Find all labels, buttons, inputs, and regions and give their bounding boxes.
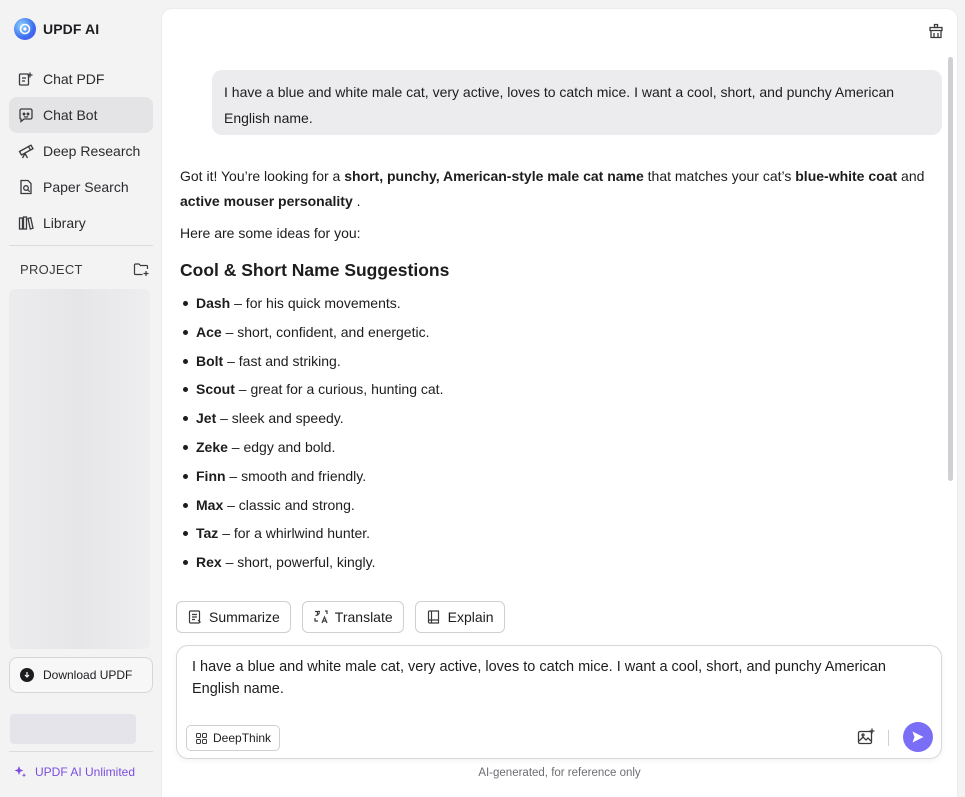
sidebar-nav: [9, 61, 153, 241]
project-list: [9, 289, 150, 649]
send-icon: [911, 730, 925, 744]
answer-ideas: Here are some ideas for you:: [180, 225, 361, 241]
list-item: [196, 408, 930, 437]
library-icon: [17, 214, 35, 232]
list-item: [196, 523, 930, 552]
name-description: – sleek and speedy.: [216, 410, 344, 427]
add-image-icon[interactable]: [856, 727, 876, 747]
name-description: – great for a curious, hunting cat.: [234, 381, 444, 398]
suggested-name: Rex: [196, 554, 222, 571]
sidebar-divider-bottom: [9, 751, 153, 752]
list-item: [196, 495, 930, 524]
paper-search-icon: [17, 178, 35, 196]
user-message-bubble: I have a blue and white male cat, very active, loves to catch mice. I want a cool, short, and punchy American English name.: [212, 70, 942, 135]
quick-actions: [176, 601, 505, 633]
sidebar-item-label: Deep Research: [43, 143, 141, 159]
suggested-name: Max: [196, 496, 224, 513]
list-item: [196, 466, 930, 495]
send-button[interactable]: [903, 722, 933, 752]
message-composer: [176, 645, 942, 759]
suggested-name: Ace: [196, 323, 222, 340]
list-item: [196, 379, 930, 408]
sidebar-item-chat-bot[interactable]: [9, 97, 153, 133]
brand-name: UPDF AI: [43, 21, 100, 37]
answer-text: that matches your cat’s: [643, 168, 796, 184]
sidebar-item-label: Library: [43, 215, 86, 231]
sparkle-icon: [13, 765, 27, 779]
suggested-name: Taz: [196, 525, 219, 542]
suggested-name: Zeke: [196, 438, 228, 455]
assistant-answer: [180, 164, 930, 581]
chat-panel: [162, 9, 957, 797]
sidebar: [0, 0, 162, 797]
project-header: [20, 259, 150, 279]
name-description: – smooth and friendly.: [225, 467, 367, 484]
download-label: Download UPDF: [43, 668, 133, 682]
name-description: – short, confident, and energetic.: [221, 323, 430, 340]
composer-separator: [888, 730, 889, 746]
name-description: – fast and striking.: [223, 352, 341, 369]
translate-icon: [313, 609, 329, 625]
download-updf-button[interactable]: [9, 657, 153, 693]
download-icon: [20, 668, 34, 682]
name-suggestions-list: [180, 293, 930, 581]
sidebar-item-label: Chat Bot: [43, 107, 98, 123]
name-description: – for a whirlwind hunter.: [218, 525, 371, 542]
suggested-name: Dash: [196, 295, 231, 311]
name-description: – short, powerful, kingly.: [221, 554, 376, 571]
updf-ai-unlimited-link[interactable]: [13, 765, 135, 779]
summarize-label: Summarize: [209, 609, 280, 625]
summarize-button[interactable]: [176, 601, 291, 633]
atom-icon: [195, 732, 208, 745]
suggested-name: Scout: [196, 381, 235, 398]
answer-text: and: [897, 168, 925, 184]
list-item: [196, 293, 930, 322]
brand[interactable]: [14, 18, 99, 40]
list-item: [196, 322, 930, 351]
sidebar-item-library[interactable]: [9, 205, 153, 241]
answer-bold: active mouser personality: [180, 193, 353, 209]
clear-chat-icon[interactable]: [927, 22, 945, 40]
answer-intro: [180, 164, 930, 214]
sidebar-item-label: Chat PDF: [43, 71, 105, 87]
deepthink-toggle[interactable]: [186, 725, 280, 751]
updf-logo-icon: [14, 18, 36, 40]
answer-text: .: [352, 193, 361, 209]
answer-heading: Cool & Short Name Suggestions: [180, 260, 450, 280]
explain-button[interactable]: [415, 601, 505, 633]
list-item: [196, 437, 930, 466]
summarize-icon: [187, 609, 203, 625]
unlimited-label: UPDF AI Unlimited: [35, 765, 136, 779]
sidebar-item-chat-pdf[interactable]: [9, 61, 153, 97]
list-item: [196, 351, 930, 380]
answer-bold: blue-white coat: [795, 168, 898, 184]
translate-button[interactable]: [302, 601, 404, 633]
suggested-name: Jet: [196, 410, 217, 427]
explain-label: Explain: [447, 609, 494, 625]
translate-label: Translate: [334, 609, 393, 625]
chat-bot-icon: [17, 106, 35, 124]
answer-text: Got it! You’re looking for a: [180, 168, 345, 184]
sidebar-item-paper-search[interactable]: [9, 169, 153, 205]
deepthink-label: DeepThink: [213, 731, 272, 745]
sidebar-item-deep-research[interactable]: [9, 133, 153, 169]
sidebar-item-label: Paper Search: [43, 179, 129, 195]
list-item: [196, 552, 930, 581]
message-input[interactable]: I have a blue and white male cat, very active, loves to catch mice. I want a cool, short, and punchy American English name.: [192, 659, 886, 697]
sidebar-divider: [9, 245, 153, 246]
chat-pdf-icon: [17, 70, 35, 88]
name-description: – edgy and bold.: [227, 438, 336, 455]
chat-scrollbar[interactable]: [948, 57, 953, 481]
user-account[interactable]: [10, 714, 136, 744]
answer-bold: short, punchy, American-style male cat name: [344, 168, 644, 184]
ai-disclaimer: AI-generated, for reference only: [478, 767, 641, 779]
suggested-name: Bolt: [196, 352, 224, 369]
name-description: – for his quick movements.: [230, 295, 401, 311]
name-description: – classic and strong.: [223, 496, 355, 513]
suggested-name: Finn: [196, 467, 226, 484]
book-icon: [426, 609, 442, 625]
telescope-icon: [17, 142, 35, 160]
new-folder-icon[interactable]: [133, 262, 150, 277]
project-label: PROJECT: [20, 261, 83, 277]
